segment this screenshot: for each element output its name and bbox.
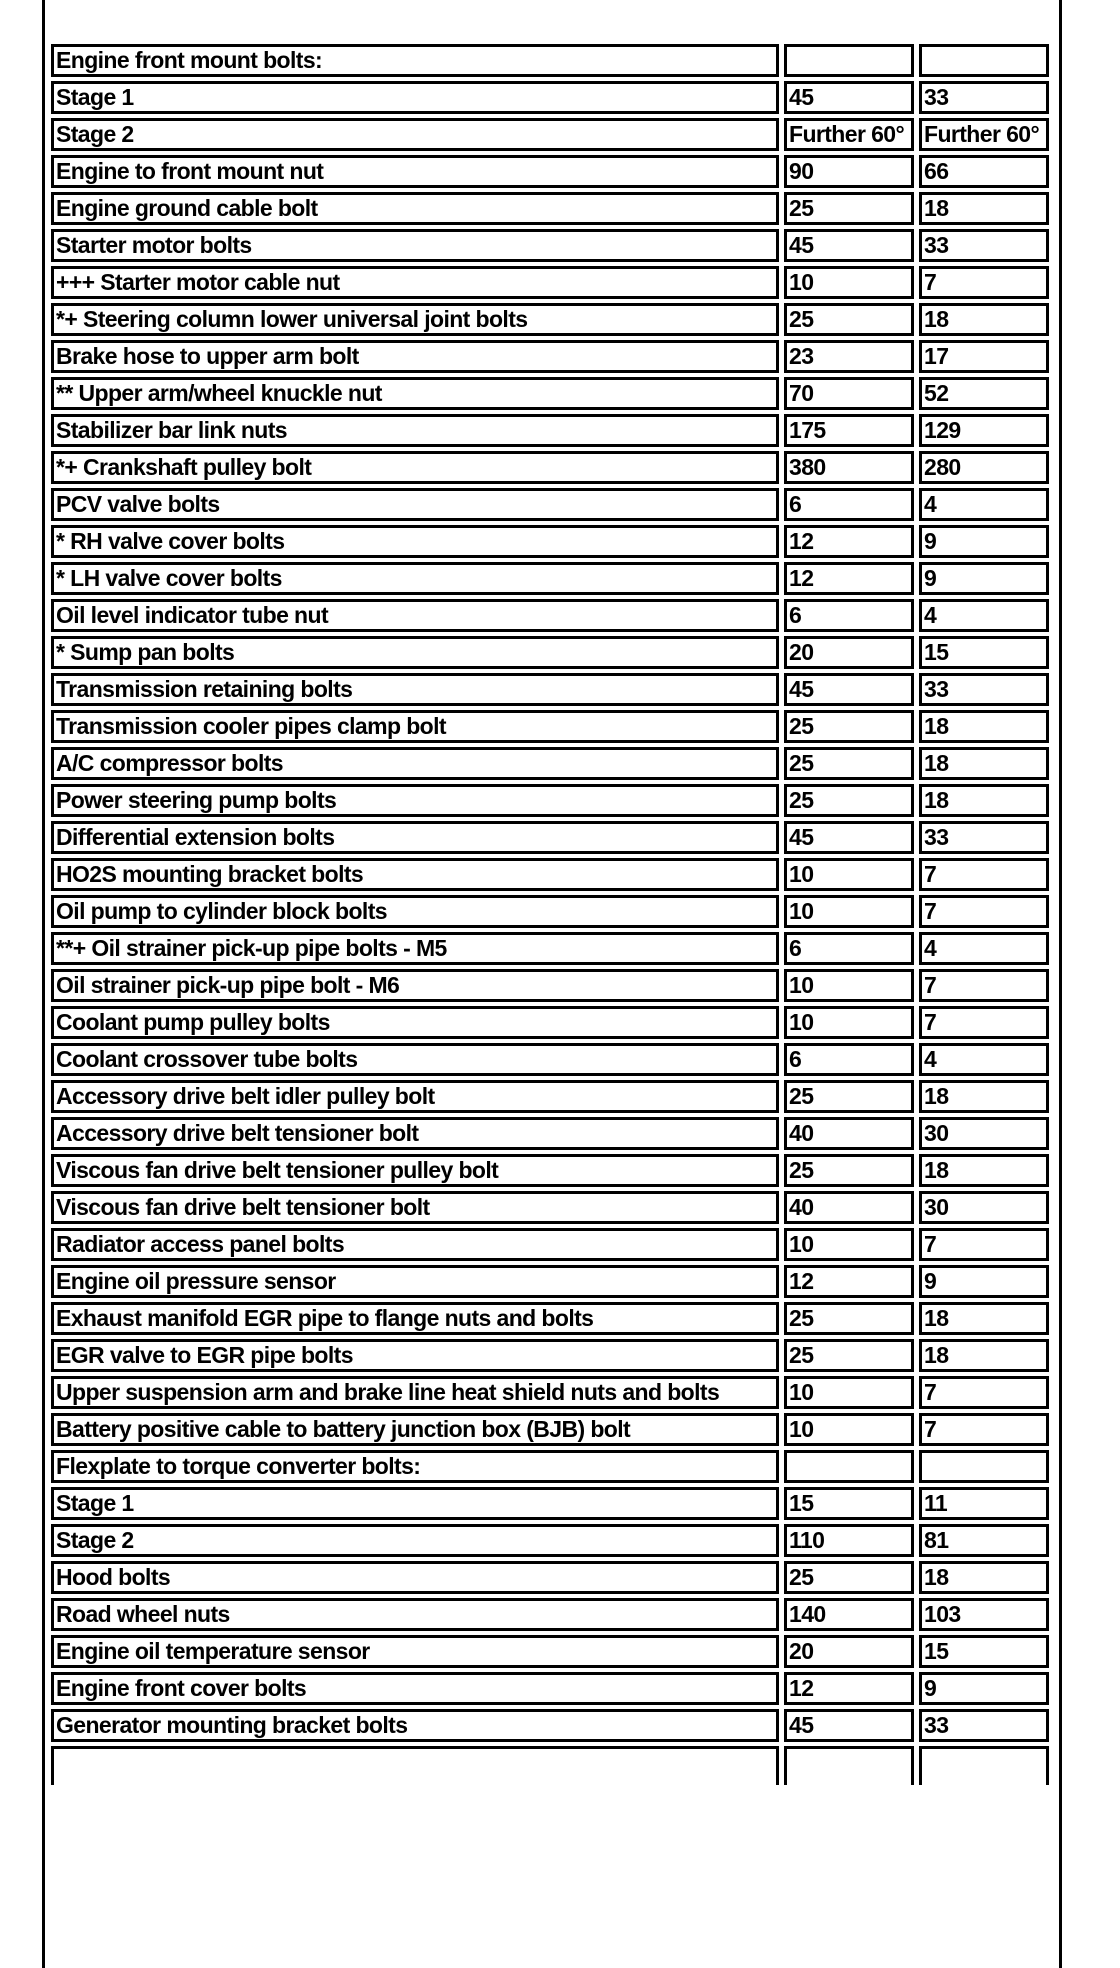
torque-spec-table <box>46 40 1054 1789</box>
component-cell: Engine front cover bolts <box>51 1672 779 1705</box>
torque-nm-cell <box>784 44 914 77</box>
torque-lbft-cell: 9 <box>919 1672 1049 1705</box>
component-cell: Engine front mount bolts: <box>51 44 779 77</box>
torque-lbft-cell <box>919 44 1049 77</box>
table-row <box>51 1302 1049 1335</box>
torque-lbft-cell: 9 <box>919 562 1049 595</box>
component-cell: Engine ground cable bolt <box>51 192 779 225</box>
torque-lbft-cell: 4 <box>919 1043 1049 1076</box>
table-row <box>51 266 1049 299</box>
component-cell: * RH valve cover bolts <box>51 525 779 558</box>
torque-lbft-cell: 52 <box>919 377 1049 410</box>
torque-nm-cell: 10 <box>784 1006 914 1039</box>
torque-lbft-cell <box>919 1746 1049 1785</box>
torque-nm-cell: 10 <box>784 1228 914 1261</box>
torque-lbft-cell: 18 <box>919 192 1049 225</box>
table-row <box>51 1635 1049 1668</box>
table-row <box>51 1450 1049 1483</box>
torque-lbft-cell: 30 <box>919 1191 1049 1224</box>
torque-nm-cell: 10 <box>784 895 914 928</box>
table-row <box>51 192 1049 225</box>
torque-lbft-cell: 18 <box>919 1339 1049 1372</box>
torque-lbft-cell: 33 <box>919 1709 1049 1742</box>
component-cell: Brake hose to upper arm bolt <box>51 340 779 373</box>
torque-nm-cell: 140 <box>784 1598 914 1631</box>
table-row <box>51 1598 1049 1631</box>
torque-nm-cell: 25 <box>784 710 914 743</box>
torque-lbft-cell <box>919 1450 1049 1483</box>
torque-table-body <box>51 44 1049 1785</box>
torque-nm-cell: 25 <box>784 1302 914 1335</box>
table-row <box>51 525 1049 558</box>
torque-lbft-cell: 7 <box>919 1376 1049 1409</box>
torque-lbft-cell: 7 <box>919 969 1049 1002</box>
torque-nm-cell: Further 60° <box>784 118 914 151</box>
table-row <box>51 1672 1049 1705</box>
table-row <box>51 1080 1049 1113</box>
torque-lbft-cell: 18 <box>919 710 1049 743</box>
torque-nm-cell: 25 <box>784 192 914 225</box>
component-cell: Battery positive cable to battery junction box (BJB) bolt <box>51 1413 779 1446</box>
torque-lbft-cell: 15 <box>919 1635 1049 1668</box>
component-cell: Radiator access panel bolts <box>51 1228 779 1261</box>
table-row <box>51 1154 1049 1187</box>
table-row <box>51 784 1049 817</box>
component-cell: Coolant crossover tube bolts <box>51 1043 779 1076</box>
table-row <box>51 1228 1049 1261</box>
torque-nm-cell: 25 <box>784 1339 914 1372</box>
torque-lbft-cell: 18 <box>919 1080 1049 1113</box>
torque-nm-cell: 20 <box>784 1635 914 1668</box>
component-cell: Differential extension bolts <box>51 821 779 854</box>
torque-nm-cell: 6 <box>784 1043 914 1076</box>
torque-nm-cell: 175 <box>784 414 914 447</box>
component-cell: Oil level indicator tube nut <box>51 599 779 632</box>
torque-nm-cell: 70 <box>784 377 914 410</box>
torque-nm-cell: 12 <box>784 1672 914 1705</box>
component-cell: Starter motor bolts <box>51 229 779 262</box>
component-cell: PCV valve bolts <box>51 488 779 521</box>
table-row <box>51 118 1049 151</box>
component-cell: *+ Crankshaft pulley bolt <box>51 451 779 484</box>
table-row <box>51 155 1049 188</box>
component-cell: Transmission cooler pipes clamp bolt <box>51 710 779 743</box>
table-row <box>51 1265 1049 1298</box>
torque-lbft-cell: 7 <box>919 1006 1049 1039</box>
component-cell: Stabilizer bar link nuts <box>51 414 779 447</box>
table-row <box>51 636 1049 669</box>
torque-nm-cell: 25 <box>784 1080 914 1113</box>
table-row <box>51 1709 1049 1742</box>
torque-nm-cell <box>784 1746 914 1785</box>
torque-lbft-cell: 4 <box>919 599 1049 632</box>
torque-nm-cell: 45 <box>784 81 914 114</box>
torque-lbft-cell: 7 <box>919 1413 1049 1446</box>
torque-nm-cell: 25 <box>784 303 914 336</box>
component-cell: Stage 1 <box>51 1487 779 1520</box>
torque-lbft-cell: 4 <box>919 932 1049 965</box>
component-cell: Accessory drive belt tensioner bolt <box>51 1117 779 1150</box>
table-row <box>51 1524 1049 1557</box>
table-row <box>51 1191 1049 1224</box>
table-row <box>51 969 1049 1002</box>
torque-lbft-cell: 129 <box>919 414 1049 447</box>
table-row <box>51 747 1049 780</box>
component-cell: Exhaust manifold EGR pipe to flange nuts and bolts <box>51 1302 779 1335</box>
torque-lbft-cell: 18 <box>919 1154 1049 1187</box>
component-cell <box>51 1746 779 1785</box>
component-cell: ** Upper arm/wheel knuckle nut <box>51 377 779 410</box>
torque-lbft-cell: 7 <box>919 858 1049 891</box>
table-row <box>51 488 1049 521</box>
torque-lbft-cell: 15 <box>919 636 1049 669</box>
torque-nm-cell: 12 <box>784 525 914 558</box>
torque-lbft-cell: 33 <box>919 229 1049 262</box>
torque-nm-cell: 10 <box>784 969 914 1002</box>
table-row <box>51 377 1049 410</box>
torque-nm-cell: 40 <box>784 1117 914 1150</box>
torque-nm-cell <box>784 1450 914 1483</box>
torque-lbft-cell: 9 <box>919 1265 1049 1298</box>
torque-lbft-cell: 280 <box>919 451 1049 484</box>
component-cell: Road wheel nuts <box>51 1598 779 1631</box>
table-row <box>51 1117 1049 1150</box>
torque-lbft-cell: 33 <box>919 673 1049 706</box>
component-cell: A/C compressor bolts <box>51 747 779 780</box>
torque-lbft-cell: 33 <box>919 81 1049 114</box>
torque-lbft-cell: 33 <box>919 821 1049 854</box>
torque-nm-cell: 6 <box>784 932 914 965</box>
table-row <box>51 44 1049 77</box>
component-cell: *+ Steering column lower universal joint bolts <box>51 303 779 336</box>
torque-nm-cell: 45 <box>784 1709 914 1742</box>
component-cell: Oil strainer pick-up pipe bolt - M6 <box>51 969 779 1002</box>
torque-lbft-cell: 18 <box>919 1561 1049 1594</box>
torque-nm-cell: 45 <box>784 229 914 262</box>
component-cell: EGR valve to EGR pipe bolts <box>51 1339 779 1372</box>
torque-nm-cell: 25 <box>784 747 914 780</box>
torque-nm-cell: 10 <box>784 1413 914 1446</box>
torque-lbft-cell: 18 <box>919 303 1049 336</box>
component-cell: Transmission retaining bolts <box>51 673 779 706</box>
torque-nm-cell: 380 <box>784 451 914 484</box>
torque-nm-cell: 23 <box>784 340 914 373</box>
torque-lbft-cell: 18 <box>919 747 1049 780</box>
component-cell: Stage 1 <box>51 81 779 114</box>
table-row-continuation <box>51 1746 1049 1785</box>
component-cell: **+ Oil strainer pick-up pipe bolts - M5 <box>51 932 779 965</box>
table-row <box>51 1487 1049 1520</box>
table-row <box>51 673 1049 706</box>
torque-lbft-cell: 81 <box>919 1524 1049 1557</box>
component-cell: HO2S mounting bracket bolts <box>51 858 779 891</box>
torque-lbft-cell: 7 <box>919 895 1049 928</box>
torque-nm-cell: 25 <box>784 1561 914 1594</box>
component-cell: * LH valve cover bolts <box>51 562 779 595</box>
table-row <box>51 1339 1049 1372</box>
table-row <box>51 303 1049 336</box>
torque-nm-cell: 25 <box>784 1154 914 1187</box>
component-cell: Hood bolts <box>51 1561 779 1594</box>
torque-nm-cell: 6 <box>784 599 914 632</box>
component-cell: Viscous fan drive belt tensioner pulley bolt <box>51 1154 779 1187</box>
torque-lbft-cell: Further 60° <box>919 118 1049 151</box>
component-cell: Oil pump to cylinder block bolts <box>51 895 779 928</box>
torque-nm-cell: 45 <box>784 821 914 854</box>
torque-nm-cell: 45 <box>784 673 914 706</box>
component-cell: Flexplate to torque converter bolts: <box>51 1450 779 1483</box>
component-cell: Accessory drive belt idler pulley bolt <box>51 1080 779 1113</box>
component-cell: Viscous fan drive belt tensioner bolt <box>51 1191 779 1224</box>
torque-lbft-cell: 9 <box>919 525 1049 558</box>
torque-nm-cell: 110 <box>784 1524 914 1557</box>
table-row <box>51 414 1049 447</box>
torque-nm-cell: 12 <box>784 1265 914 1298</box>
torque-nm-cell: 12 <box>784 562 914 595</box>
table-row <box>51 451 1049 484</box>
component-cell: Engine to front mount nut <box>51 155 779 188</box>
table-row <box>51 1376 1049 1409</box>
table-row <box>51 340 1049 373</box>
table-row <box>51 562 1049 595</box>
table-row <box>51 858 1049 891</box>
table-row <box>51 932 1049 965</box>
torque-lbft-cell: 18 <box>919 1302 1049 1335</box>
component-cell: * Sump pan bolts <box>51 636 779 669</box>
torque-nm-cell: 40 <box>784 1191 914 1224</box>
torque-nm-cell: 90 <box>784 155 914 188</box>
component-cell: Coolant pump pulley bolts <box>51 1006 779 1039</box>
torque-nm-cell: 20 <box>784 636 914 669</box>
table-row <box>51 1043 1049 1076</box>
table-row <box>51 1413 1049 1446</box>
component-cell: Stage 2 <box>51 118 779 151</box>
torque-lbft-cell: 17 <box>919 340 1049 373</box>
table-row <box>51 710 1049 743</box>
table-row <box>51 81 1049 114</box>
torque-nm-cell: 10 <box>784 858 914 891</box>
component-cell: Upper suspension arm and brake line heat shield nuts and bolts <box>51 1376 779 1409</box>
torque-lbft-cell: 18 <box>919 784 1049 817</box>
table-row <box>51 821 1049 854</box>
table-row <box>51 229 1049 262</box>
torque-lbft-cell: 103 <box>919 1598 1049 1631</box>
table-row <box>51 895 1049 928</box>
component-cell: Engine oil pressure sensor <box>51 1265 779 1298</box>
table-row <box>51 599 1049 632</box>
component-cell: +++ Starter motor cable nut <box>51 266 779 299</box>
torque-nm-cell: 6 <box>784 488 914 521</box>
torque-nm-cell: 10 <box>784 1376 914 1409</box>
torque-lbft-cell: 66 <box>919 155 1049 188</box>
torque-nm-cell: 10 <box>784 266 914 299</box>
torque-nm-cell: 15 <box>784 1487 914 1520</box>
torque-lbft-cell: 7 <box>919 1228 1049 1261</box>
torque-lbft-cell: 7 <box>919 266 1049 299</box>
component-cell: Generator mounting bracket bolts <box>51 1709 779 1742</box>
table-row <box>51 1006 1049 1039</box>
torque-nm-cell: 25 <box>784 784 914 817</box>
component-cell: Stage 2 <box>51 1524 779 1557</box>
table-row <box>51 1561 1049 1594</box>
component-cell: Engine oil temperature sensor <box>51 1635 779 1668</box>
torque-lbft-cell: 11 <box>919 1487 1049 1520</box>
component-cell: Power steering pump bolts <box>51 784 779 817</box>
torque-lbft-cell: 30 <box>919 1117 1049 1150</box>
torque-lbft-cell: 4 <box>919 488 1049 521</box>
